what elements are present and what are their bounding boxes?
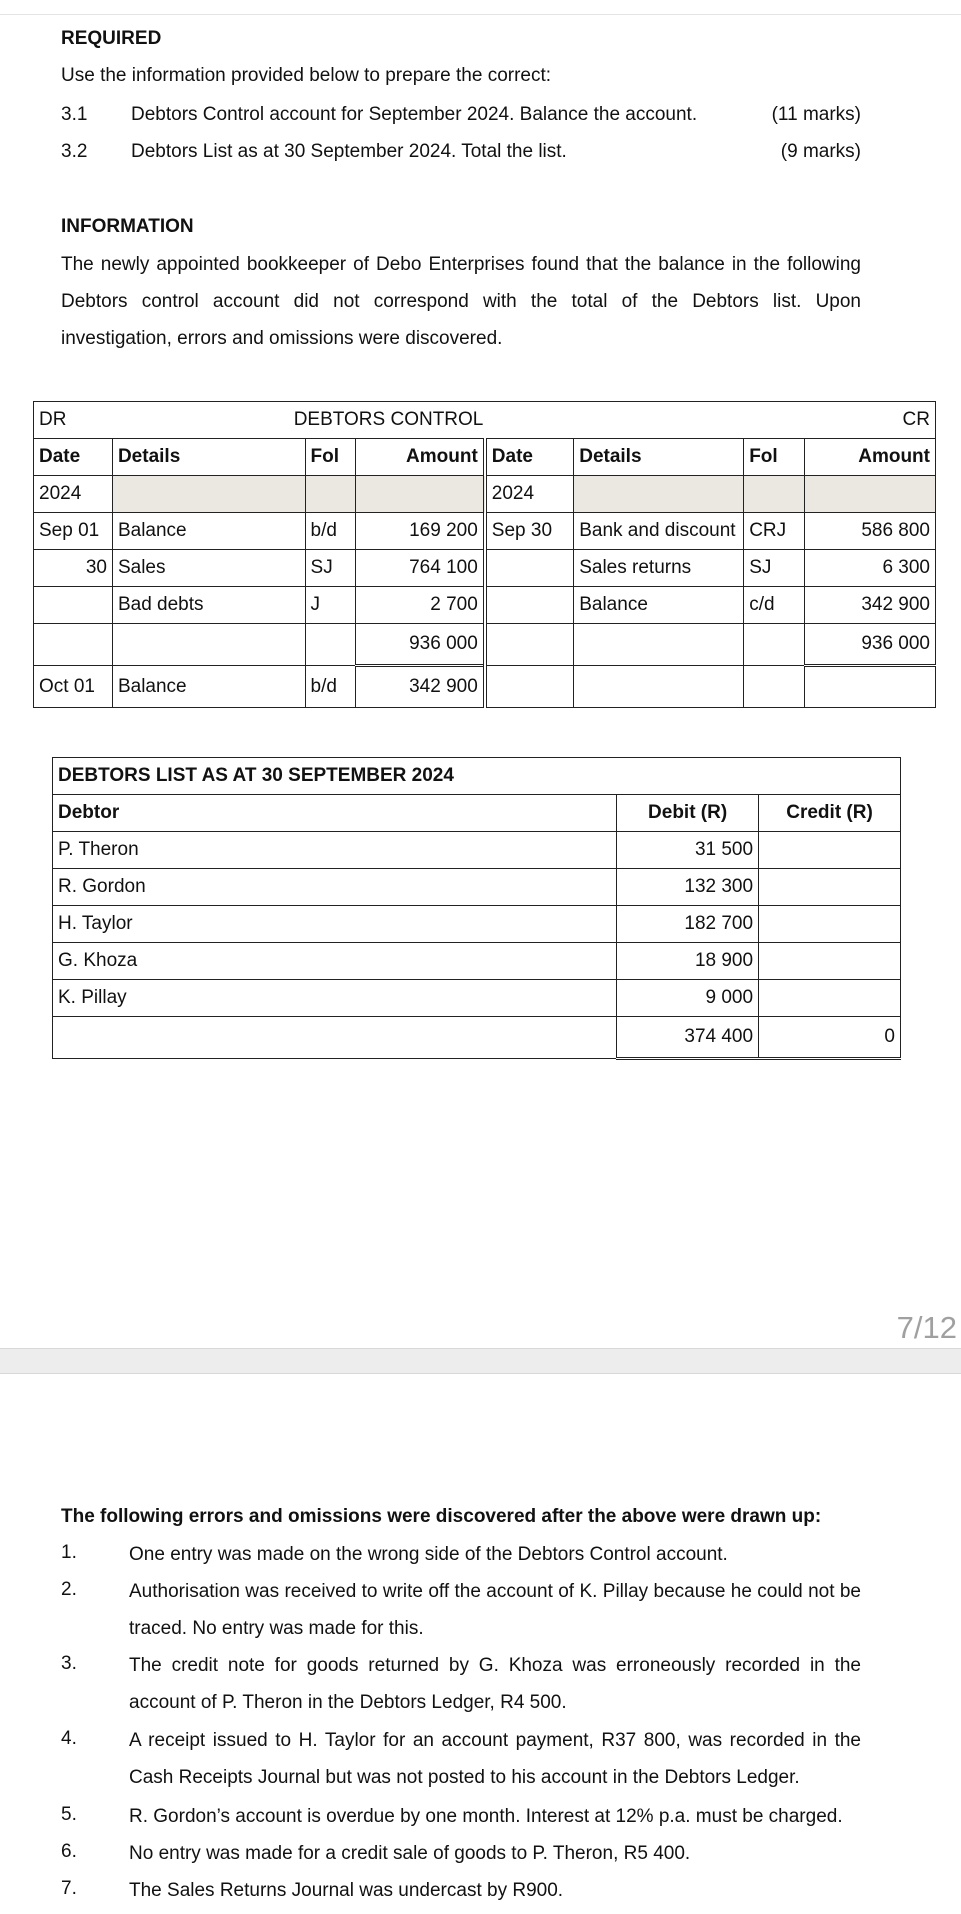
credit-amount: 342 900 [805, 587, 936, 624]
required-item-marks: (11 marks) [771, 104, 861, 125]
debtor-debit: 9 000 [617, 980, 759, 1017]
debtors-control-account [33, 401, 936, 708]
errors-heading: The following errors and omissions were discovered after the above were drawn up: [61, 1506, 822, 1527]
header-details: Details [112, 439, 305, 476]
debtor-debit: 182 700 [617, 906, 759, 943]
account-title: DEBTORS CONTROL [293, 409, 484, 430]
closing-fol: b/d [305, 666, 356, 708]
required-intro: Use the information provided below to prepare the correct: [61, 65, 552, 86]
col-debtor: Debtor [53, 795, 617, 832]
debit-amount: 2 700 [356, 587, 485, 624]
required-item-num: 3.2 [61, 141, 88, 162]
closing-details: Balance [112, 666, 305, 708]
year-cell: 2024 [34, 476, 113, 513]
debtor-row [53, 869, 901, 906]
credit-amount: 586 800 [805, 513, 936, 550]
debtors-list-title: DEBTORS LIST AS AT 30 SEPTEMBER 2024 [53, 758, 901, 795]
credit-details: Sales returns [574, 550, 744, 587]
debit-fol: J [305, 587, 356, 624]
total-debit: 374 400 [617, 1017, 759, 1059]
page-separator [0, 1348, 961, 1374]
debit-amount: 169 200 [356, 513, 485, 550]
error-num: 5. [61, 1804, 77, 1825]
debtor-debit: 18 900 [617, 943, 759, 980]
debit-details: Sales [112, 550, 305, 587]
error-num: 7. [61, 1878, 77, 1899]
error-text: Authorisation was received to write off the account of K. Pillay because he could not be traced. No entry was made for this. [129, 1581, 861, 1639]
debit-date: 30 [34, 550, 113, 587]
dr-label: DR [34, 402, 113, 439]
account-header-row [34, 439, 936, 476]
totals-row [34, 624, 936, 666]
required-item-text: Debtors Control account for September 2024. Balance the account. [131, 104, 698, 125]
error-text: No entry was made for a credit sale of goods to P. Theron, R5 400. [129, 1843, 691, 1864]
information-paragraph: The newly appointed bookkeeper of Debo Enterprises found that the balance in the following Debtors control account did not correspond with the total of the Debtors list. Upon investigation, errors and omissions were discovered. [61, 254, 861, 349]
total-credit: 0 [759, 1017, 901, 1059]
debit-date [34, 587, 113, 624]
error-num: 3. [61, 1653, 77, 1674]
debit-details: Balance [112, 513, 305, 550]
debtors-list-total-row [53, 1017, 901, 1059]
error-text: R. Gordon’s account is overdue by one month. Interest at 12% p.a. must be charged. [129, 1806, 843, 1827]
debtor-row [53, 980, 901, 1017]
debtor-row [53, 832, 901, 869]
account-row [34, 513, 936, 550]
page-number: 7/12 [896, 1310, 957, 1345]
debtors-list [52, 757, 901, 1060]
debit-amount: 764 100 [356, 550, 485, 587]
credit-date [485, 550, 574, 587]
debtor-name: G. Khoza [53, 943, 617, 980]
credit-amount: 6 300 [805, 550, 936, 587]
cr-label: CR [805, 402, 936, 439]
page-top-rule [0, 14, 961, 15]
error-num: 4. [61, 1728, 77, 1749]
debit-total: 936 000 [356, 624, 485, 666]
debtor-name: P. Theron [53, 832, 617, 869]
information-heading: INFORMATION [61, 216, 194, 237]
closing-date: Oct 01 [34, 666, 113, 708]
header-date: Date [34, 439, 113, 476]
debtor-debit: 31 500 [617, 832, 759, 869]
credit-details: Balance [574, 587, 744, 624]
credit-date: Sep 30 [485, 513, 574, 550]
header-details: Details [574, 439, 744, 476]
col-debit: Debit (R) [617, 795, 759, 832]
account-row [34, 587, 936, 624]
debtors-list-header [53, 795, 901, 832]
debtor-row [53, 943, 901, 980]
error-text: A receipt issued to H. Taylor for an account payment, R37 800, was recorded in the Cash Receipts Journal but was not posted to his account in the Debtors Ledger. [129, 1730, 861, 1788]
required-heading: REQUIRED [61, 28, 162, 49]
required-item-marks: (9 marks) [780, 141, 861, 162]
header-amount: Amount [356, 439, 485, 476]
header-fol: Fol [744, 439, 805, 476]
debtor-name: K. Pillay [53, 980, 617, 1017]
closing-balance-row [34, 666, 936, 708]
debit-details: Bad debts [112, 587, 305, 624]
debtor-debit: 132 300 [617, 869, 759, 906]
error-num: 1. [61, 1542, 77, 1563]
closing-amount: 342 900 [356, 666, 485, 708]
account-row [34, 550, 936, 587]
debit-date: Sep 01 [34, 513, 113, 550]
credit-fol: CRJ [744, 513, 805, 550]
credit-date [485, 587, 574, 624]
year-row [34, 476, 936, 513]
year-cell: 2024 [485, 476, 574, 513]
required-item-text: Debtors List as at 30 September 2024. Total the list. [131, 141, 567, 162]
credit-total: 936 000 [805, 624, 936, 666]
required-item-num: 3.1 [61, 104, 88, 125]
debit-fol: b/d [305, 513, 356, 550]
error-text: One entry was made on the wrong side of the Debtors Control account. [129, 1544, 728, 1565]
header-date: Date [485, 439, 574, 476]
error-num: 2. [61, 1579, 77, 1600]
debtor-row [53, 906, 901, 943]
debtor-name: R. Gordon [53, 869, 617, 906]
header-fol: Fol [305, 439, 356, 476]
credit-fol: SJ [744, 550, 805, 587]
error-text: The credit note for goods returned by G. Khoza was erroneously recorded in the account of P. Theron in the Debtors Ledger, R4 500. [129, 1655, 861, 1713]
header-amount: Amount [805, 439, 936, 476]
debtor-name: H. Taylor [53, 906, 617, 943]
debit-fol: SJ [305, 550, 356, 587]
error-num: 6. [61, 1841, 77, 1862]
credit-fol: c/d [744, 587, 805, 624]
credit-details: Bank and discount [574, 513, 744, 550]
error-text: The Sales Returns Journal was undercast by R900. [129, 1880, 564, 1901]
col-credit: Credit (R) [759, 795, 901, 832]
